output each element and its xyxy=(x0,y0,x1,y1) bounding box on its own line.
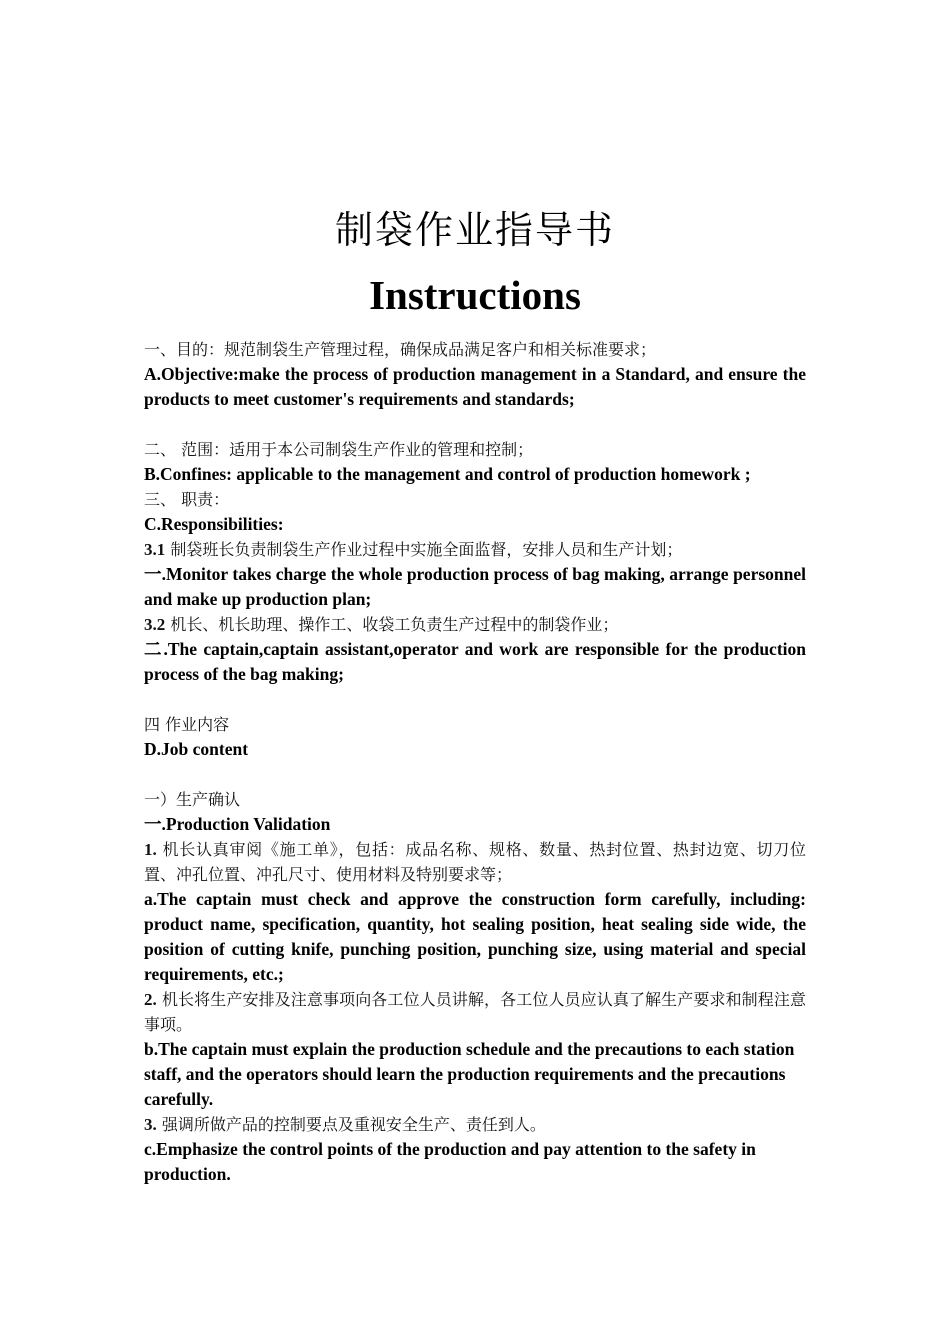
responsibility-2-chinese xyxy=(144,612,806,637)
responsibility-2-english: 二.The captain,captain assistant,operator and work are responsible for the production process of the bag making; xyxy=(144,639,806,684)
item-1-english: a.The captain must check and approve the construction form carefully, including: product name, specification, quantity, hot sealing position, heat sealing side wide, the position of cutting knife, punching position, punching size, using material and special requirements, etc.; xyxy=(144,889,806,984)
scope-chinese: 二、 范围：适用于本公司制袋生产作业的管理和控制； xyxy=(144,440,534,459)
document-body xyxy=(144,337,806,1187)
item-1-text: 机长认真审阅《施工单》，包括：成品名称、规格、数量、热封位置、热封边宽、切刀位置、冲孔位置、冲孔尺寸、使用材料及特别要求等； xyxy=(144,840,806,884)
item-3-text: 强调所做产品的控制要点及重视安全生产、责任到人。 xyxy=(161,1115,546,1134)
item-1-number: 1. xyxy=(144,840,157,859)
objective-english: A.Objective:make the process of production management in a Standard, and ensure the products to meet customer's requirements and standards; xyxy=(144,364,806,409)
spacer xyxy=(144,412,806,437)
responsibility-1-text: 制袋班长负责制袋生产作业过程中实施全面监督，安排人员和生产计划； xyxy=(170,540,683,559)
item-1-chinese xyxy=(144,837,806,887)
item-2-english: b.The captain must explain the production schedule and the precautions to each station staff, and the operators should learn the production requirements and the precautions carefully. xyxy=(144,1039,795,1109)
responsibilities-chinese: 三、 职责： xyxy=(144,490,230,509)
job-content-english: D.Job content xyxy=(144,739,249,759)
document-title-chinese: 制袋作业指导书 xyxy=(334,208,615,252)
spacer xyxy=(144,762,806,787)
responsibility-2-text: 机长、机长助理、操作工、收袋工负责生产过程中的制袋作业； xyxy=(170,615,619,634)
responsibility-1-number: 3.1 xyxy=(144,540,166,559)
item-3-english: c.Emphasize the control points of the production and pay attention to the safety in production. xyxy=(144,1139,756,1184)
responsibility-1-english: 一.Monitor takes charge the whole production process of bag making, arrange personnel and make up production plan; xyxy=(144,564,806,609)
responsibilities-english: C.Responsibilities: xyxy=(144,514,284,534)
item-2-number: 2. xyxy=(144,990,157,1009)
objective-chinese: 一、目的：规范制袋生产管理过程，确保成品满足客户和相关标准要求； xyxy=(144,340,657,359)
item-2-text: 机长将生产安排及注意事项向各工位人员讲解，各工位人员应认真了解生产要求和制程注意事项。 xyxy=(144,990,806,1034)
validation-chinese: 一）生产确认 xyxy=(144,790,241,809)
document-title-english: Instructions xyxy=(369,272,581,318)
responsibility-2-number: 3.2 xyxy=(144,615,166,634)
item-3-chinese xyxy=(144,1112,806,1137)
item-2-chinese xyxy=(144,987,806,1037)
job-content-chinese: 四 作业内容 xyxy=(144,715,230,734)
spacer xyxy=(144,687,806,712)
scope-english: B.Confines: applicable to the management and control of production homework ; xyxy=(144,464,751,484)
validation-english: 一.Production Validation xyxy=(144,814,331,834)
responsibility-1-chinese xyxy=(144,537,806,562)
item-3-number: 3. xyxy=(144,1115,157,1134)
